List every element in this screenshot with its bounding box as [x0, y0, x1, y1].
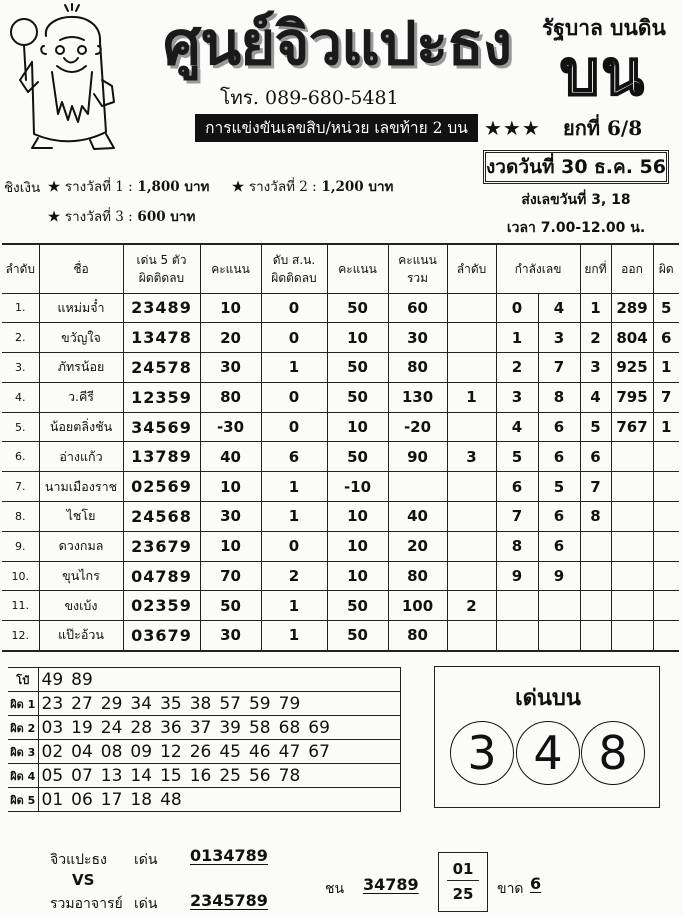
- miss-number: 07: [71, 765, 93, 786]
- row-power-2: [538, 591, 580, 621]
- row-no: 5.: [2, 412, 39, 442]
- row-round: 2: [580, 323, 611, 353]
- row-dub: 0: [261, 531, 327, 561]
- miss-row: [8, 692, 401, 716]
- miss-row-numbers: [38, 764, 401, 788]
- row-score2: 10: [327, 561, 388, 591]
- miss-row-label: ผิด 2: [8, 716, 38, 740]
- team2-label: เด่น: [134, 896, 158, 912]
- row-round: 1: [580, 293, 611, 323]
- row-score2: -10: [327, 472, 388, 502]
- row-score2: 50: [327, 382, 388, 412]
- row-power-1: 9: [496, 561, 538, 591]
- miss-number: 35: [160, 693, 182, 714]
- team1-digits: 0134789: [190, 846, 268, 865]
- row-power-1: 0: [496, 293, 538, 323]
- miss-row-numbers: [38, 740, 401, 764]
- miss-number: 58: [248, 717, 271, 738]
- row-no: 12.: [2, 621, 39, 651]
- row-round: 4: [580, 382, 611, 412]
- table-row: [2, 412, 679, 442]
- miss-number: 13: [100, 765, 123, 786]
- miss-row-numbers: [38, 716, 401, 740]
- send-time: เวลา 7.00-12.00 น.: [506, 220, 646, 236]
- row-power-2: 4: [538, 293, 580, 323]
- row-power-1: 7: [496, 502, 538, 532]
- header-out: ออก: [611, 244, 653, 293]
- row-total: 80: [388, 561, 447, 591]
- row-score2: 10: [327, 531, 388, 561]
- row-score2: 10: [327, 323, 388, 353]
- row-total: 80: [388, 621, 447, 651]
- miss-row: [8, 716, 401, 740]
- row-dub: 1: [261, 502, 327, 532]
- featured-digit-ball: 4: [516, 721, 580, 785]
- star-icon: ★: [48, 179, 61, 195]
- row-no: 6.: [2, 442, 39, 472]
- row-rank: [447, 293, 496, 323]
- prize-amount: 1,800 บาท: [137, 179, 210, 195]
- row-power-2: 6: [538, 412, 580, 442]
- row-dub: 1: [261, 472, 327, 502]
- miss-number: 37: [189, 717, 212, 738]
- row-round: 3: [580, 353, 611, 383]
- row-score2: 50: [327, 353, 388, 383]
- header-power: กำลังเลข: [496, 244, 580, 293]
- row-out: [611, 591, 653, 621]
- row-pick5: 24578: [123, 353, 200, 383]
- row-miss: [653, 472, 679, 502]
- header-miss: ผิด: [653, 244, 679, 293]
- row-rank: 2: [447, 591, 496, 621]
- row-rank: [447, 353, 496, 383]
- row-name: ว.คีรี: [39, 382, 123, 412]
- miss-row-label: ผิด 5: [8, 788, 38, 812]
- row-power-1: 3: [496, 382, 538, 412]
- team2-name: รวมอาจารย์: [50, 896, 123, 912]
- table-row: [2, 442, 679, 472]
- header-total-line2: รวม: [406, 270, 429, 285]
- row-rank: 1: [447, 382, 496, 412]
- miss-number: 36: [160, 717, 182, 738]
- row-out: [611, 502, 653, 532]
- prize-3: [48, 205, 195, 227]
- miss-number: 06: [71, 789, 93, 810]
- row-score1: 30: [200, 353, 261, 383]
- row-miss: 6: [653, 323, 679, 353]
- row-pick5: 04789: [123, 561, 200, 591]
- lose-digits: 6: [530, 874, 542, 893]
- featured-digit-ball: 3: [450, 721, 514, 785]
- round-label: ยกที่ 6/8: [563, 116, 643, 140]
- row-pick5: 24568: [123, 502, 200, 532]
- header-score2: คะแนน: [327, 244, 388, 293]
- header-pick5-line1: เด่น 5 ตัว: [136, 252, 187, 267]
- header-pick5-line2: ผิดติดลบ: [138, 270, 185, 285]
- row-score1: -30: [200, 412, 261, 442]
- miss-number: 68: [278, 717, 301, 738]
- miss-number: 03: [41, 717, 64, 738]
- miss-number: 67: [308, 741, 330, 762]
- row-pick5: 13478: [123, 323, 200, 353]
- row-score1: 10: [200, 472, 261, 502]
- row-total: 40: [388, 502, 447, 532]
- miss-number: 34: [130, 693, 153, 714]
- miss-number: 69: [308, 717, 330, 738]
- row-score1: 30: [200, 502, 261, 532]
- miss-row: [8, 764, 401, 788]
- row-pick5: 23679: [123, 531, 200, 561]
- row-total: 80: [388, 353, 447, 383]
- row-pick5: 02359: [123, 591, 200, 621]
- row-out: [611, 561, 653, 591]
- row-miss: 5: [653, 293, 679, 323]
- row-total: 60: [388, 293, 447, 323]
- star-icon: ★: [232, 179, 245, 195]
- row-round: 7: [580, 472, 611, 502]
- row-power-1: 1: [496, 323, 538, 353]
- row-score2: 10: [327, 502, 388, 532]
- row-name: แหม่มจ๋ำ: [39, 293, 123, 323]
- row-name: อ่างแก้ว: [39, 442, 123, 472]
- row-out: 289: [611, 293, 653, 323]
- row-dub: 1: [261, 353, 327, 383]
- row-name: แป๊ะอ้วน: [39, 621, 123, 651]
- header-name: ชื่อ: [39, 244, 123, 293]
- row-miss: [653, 531, 679, 561]
- row-name: ขงเบ้ง: [39, 591, 123, 621]
- row-dub: 0: [261, 412, 327, 442]
- win-digits: 34789: [363, 875, 419, 894]
- mascot-illustration: [2, 2, 140, 152]
- row-name: นามเมืองราช: [39, 472, 123, 502]
- table-row: [2, 621, 679, 651]
- row-power-2: 3: [538, 323, 580, 353]
- miss-number: 19: [71, 717, 93, 738]
- row-power-1: 4: [496, 412, 538, 442]
- row-pick5: 12359: [123, 382, 200, 412]
- featured-title: เด่นบน: [515, 686, 581, 711]
- lottery-type: รัฐบาล บนดิน: [542, 15, 666, 40]
- miss-number: 23: [41, 693, 64, 714]
- miss-number: 24: [100, 717, 123, 738]
- row-out: [611, 442, 653, 472]
- row-no: 11.: [2, 591, 39, 621]
- row-miss: [653, 561, 679, 591]
- table-header-row: [2, 244, 679, 293]
- miss-number: 16: [189, 765, 212, 786]
- row-power-1: 8: [496, 531, 538, 561]
- row-round: [580, 561, 611, 591]
- row-power-1: [496, 591, 538, 621]
- row-score1: 50: [200, 591, 261, 621]
- table-row: [2, 353, 679, 383]
- team2-digits: 2345789: [190, 891, 268, 910]
- row-round: 6: [580, 442, 611, 472]
- competition-banner: การแข่งขันเลขสิบ/หน่วย เลขท้าย 2 บน: [195, 114, 478, 142]
- miss-number: 57: [219, 693, 241, 714]
- miss-number: 49: [41, 669, 64, 690]
- win-label: ชน: [325, 881, 345, 897]
- row-dub: 0: [261, 382, 327, 412]
- row-round: 5: [580, 412, 611, 442]
- miss-number: 05: [41, 765, 64, 786]
- score-box: [438, 852, 488, 912]
- score-bottom: 25: [452, 885, 474, 903]
- star-icon: ★: [48, 209, 61, 225]
- row-round: [580, 591, 611, 621]
- row-dub: 6: [261, 442, 327, 472]
- shop-title: ศูนย์จิวแปะธง: [163, 9, 512, 79]
- row-power-2: 5: [538, 472, 580, 502]
- miss-number: 39: [219, 717, 241, 738]
- header-pick5: [123, 244, 200, 293]
- row-total: 100: [388, 591, 447, 621]
- row-name: ขุนไกร: [39, 561, 123, 591]
- row-power-2: [538, 621, 580, 651]
- row-score1: 10: [200, 531, 261, 561]
- row-power-2: 6: [538, 502, 580, 532]
- row-pick5: 03679: [123, 621, 200, 651]
- miss-number: 28: [130, 717, 153, 738]
- row-miss: [653, 591, 679, 621]
- row-score2: 50: [327, 293, 388, 323]
- row-out: 804: [611, 323, 653, 353]
- miss-number: 59: [248, 693, 271, 714]
- prize-amount: 600 บาท: [137, 209, 196, 225]
- miss-row-numbers: [38, 788, 401, 812]
- row-pick5: 02569: [123, 472, 200, 502]
- draw-date-box: งวดวันที่ 30 ธ.ค. 56: [483, 150, 669, 184]
- row-pick5: 23489: [123, 293, 200, 323]
- row-power-2: 6: [538, 531, 580, 561]
- header-no: ลำดับ: [2, 244, 39, 293]
- table-row: [2, 502, 679, 532]
- row-dub: 2: [261, 561, 327, 591]
- row-score2: 50: [327, 442, 388, 472]
- miss-row: [8, 668, 401, 692]
- row-power-2: 8: [538, 382, 580, 412]
- table-row: [2, 293, 679, 323]
- miss-number: 79: [278, 693, 301, 714]
- prize-title: ชิงเงิน: [4, 180, 41, 196]
- header-dub-line2: ผิดติดลบ: [271, 270, 317, 285]
- row-power-2: 6: [538, 442, 580, 472]
- lose-label: ขาด: [497, 881, 524, 897]
- row-power-1: 6: [496, 472, 538, 502]
- row-dub: 0: [261, 293, 327, 323]
- header-round: ยกที่: [580, 244, 611, 293]
- header-score1: คะแนน: [200, 244, 261, 293]
- row-miss: 1: [653, 412, 679, 442]
- row-no: 4.: [2, 382, 39, 412]
- row-rank: [447, 412, 496, 442]
- send-days: ส่งเลขวันที่ 3, 18: [521, 192, 631, 208]
- row-rank: [447, 621, 496, 651]
- miss-row-numbers: [38, 668, 401, 692]
- miss-number: 89: [71, 669, 93, 690]
- row-total: 30: [388, 323, 447, 353]
- row-rank: [447, 531, 496, 561]
- row-power-1: 5: [496, 442, 538, 472]
- miss-number: 09: [130, 741, 153, 762]
- miss-row-label: ผิด 3: [8, 740, 38, 764]
- row-out: 925: [611, 353, 653, 383]
- row-score2: 50: [327, 591, 388, 621]
- featured-digit-ball: 8: [581, 721, 645, 785]
- table-row: [2, 561, 679, 591]
- row-power-2: 7: [538, 353, 580, 383]
- row-round: [580, 621, 611, 651]
- row-score1: 80: [200, 382, 261, 412]
- header-rank: ลำดับ: [447, 244, 496, 293]
- table-row: [2, 323, 679, 353]
- row-dub: 1: [261, 591, 327, 621]
- header-dub: [261, 244, 327, 293]
- miss-number: 02: [41, 741, 64, 762]
- row-total: 130: [388, 382, 447, 412]
- row-power-1: 2: [496, 353, 538, 383]
- row-name: ไชโย: [39, 502, 123, 532]
- miss-number: 45: [219, 741, 241, 762]
- row-dub: 0: [261, 323, 327, 353]
- row-total: 20: [388, 531, 447, 561]
- miss-number: 27: [71, 693, 93, 714]
- prize-label: รางวัลที่ 3 :: [64, 209, 133, 225]
- miss-table: [8, 667, 401, 812]
- row-miss: [653, 502, 679, 532]
- row-rank: [447, 502, 496, 532]
- score-table: [2, 243, 679, 652]
- row-out: [611, 531, 653, 561]
- row-score1: 30: [200, 621, 261, 651]
- row-round: [580, 531, 611, 561]
- row-name: ภัทรน้อย: [39, 353, 123, 383]
- row-score1: 40: [200, 442, 261, 472]
- score-top: 01: [447, 858, 479, 881]
- miss-number: 14: [130, 765, 153, 786]
- row-miss: 7: [653, 382, 679, 412]
- miss-number: 47: [278, 741, 301, 762]
- phone-number: โทร. 089-680-5481: [220, 87, 399, 109]
- miss-row: [8, 788, 401, 812]
- miss-row-label: โป๋: [8, 668, 38, 692]
- prize-1: [48, 175, 209, 197]
- row-power-1: [496, 621, 538, 651]
- team1-name: จิวแปะธง: [50, 852, 107, 868]
- row-no: 2.: [2, 323, 39, 353]
- header-total: [388, 244, 447, 293]
- miss-number: 29: [100, 693, 123, 714]
- row-miss: [653, 621, 679, 651]
- row-power-2: 9: [538, 561, 580, 591]
- miss-number: 12: [160, 741, 182, 762]
- prize-amount: 1,200 บาท: [321, 179, 394, 195]
- miss-number: 78: [278, 765, 301, 786]
- header-total-line1: คะแนน: [398, 252, 437, 267]
- row-no: 3.: [2, 353, 39, 383]
- prize-label: รางวัลที่ 1 :: [64, 179, 133, 195]
- row-score2: 10: [327, 412, 388, 442]
- miss-row-numbers: [38, 692, 401, 716]
- miss-number: 26: [189, 741, 212, 762]
- row-rank: [447, 561, 496, 591]
- row-score2: 50: [327, 621, 388, 651]
- row-out: [611, 472, 653, 502]
- prize-label: รางวัลที่ 2 :: [248, 179, 317, 195]
- miss-number: 38: [189, 693, 212, 714]
- row-score1: 20: [200, 323, 261, 353]
- table-row: [2, 591, 679, 621]
- table-row: [2, 531, 679, 561]
- miss-number: 25: [219, 765, 241, 786]
- miss-number: 46: [248, 741, 271, 762]
- row-score1: 10: [200, 293, 261, 323]
- miss-row: [8, 740, 401, 764]
- miss-number: 01: [41, 789, 64, 810]
- header-dub-line1: ดับ ส.น.: [272, 252, 316, 267]
- row-total: 90: [388, 442, 447, 472]
- row-rank: [447, 472, 496, 502]
- row-out: 767: [611, 412, 653, 442]
- row-name: ขวัญใจ: [39, 323, 123, 353]
- miss-row-label: ผิด 1: [8, 692, 38, 716]
- row-no: 1.: [2, 293, 39, 323]
- row-dub: 1: [261, 621, 327, 651]
- row-total: -20: [388, 412, 447, 442]
- upper-label: บน: [560, 36, 646, 109]
- row-pick5: 34569: [123, 412, 200, 442]
- miss-number: 17: [100, 789, 123, 810]
- star-rating-icon: ★★★: [484, 116, 541, 140]
- miss-number: 48: [160, 789, 182, 810]
- row-miss: 1: [653, 353, 679, 383]
- row-score1: 70: [200, 561, 261, 591]
- prize-2: [232, 175, 393, 197]
- table-row: [2, 382, 679, 412]
- row-name: ดวงกมล: [39, 531, 123, 561]
- miss-number: 04: [71, 741, 93, 762]
- row-out: 795: [611, 382, 653, 412]
- row-miss: [653, 442, 679, 472]
- row-no: 7.: [2, 472, 39, 502]
- team1-label: เด่น: [134, 852, 158, 868]
- row-round: 8: [580, 502, 611, 532]
- miss-number: 08: [100, 741, 123, 762]
- miss-number: 56: [248, 765, 271, 786]
- row-total: [388, 472, 447, 502]
- row-no: 9.: [2, 531, 39, 561]
- miss-number: 18: [130, 789, 153, 810]
- row-rank: [447, 323, 496, 353]
- row-pick5: 13789: [123, 442, 200, 472]
- vs-label: VS: [72, 871, 95, 889]
- miss-row-label: ผิด 4: [8, 764, 38, 788]
- featured-box: [434, 666, 660, 808]
- row-name: น้อยตลิ่งชัน: [39, 412, 123, 442]
- table-row: [2, 472, 679, 502]
- row-no: 10.: [2, 561, 39, 591]
- miss-number: 15: [160, 765, 182, 786]
- row-rank: 3: [447, 442, 496, 472]
- row-no: 8.: [2, 502, 39, 532]
- row-out: [611, 621, 653, 651]
